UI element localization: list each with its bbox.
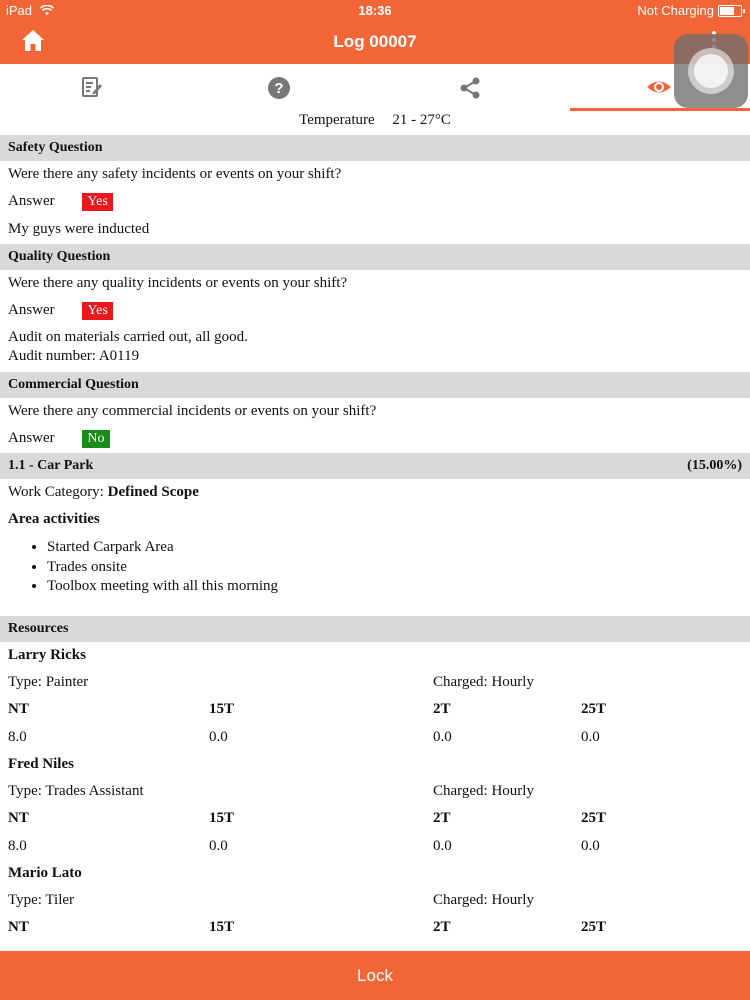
resource-charged: Charged: Hourly bbox=[433, 892, 534, 908]
section-title: Quality Question bbox=[8, 249, 111, 264]
col-header-2t: 2T bbox=[433, 810, 451, 826]
answer-label: Answer bbox=[8, 430, 55, 446]
value-25t: 0.0 bbox=[581, 838, 600, 854]
section-title: Commercial Question bbox=[8, 377, 139, 392]
assistive-touch-button[interactable] bbox=[674, 34, 748, 108]
resource-name: Larry Ricks bbox=[8, 647, 86, 663]
status-time: 18:36 bbox=[358, 3, 392, 18]
resource-name: Mario Lato bbox=[8, 865, 82, 881]
answer-label: Answer bbox=[8, 302, 55, 318]
answer-badge: No bbox=[82, 430, 109, 448]
answer-badge: Yes bbox=[82, 302, 112, 320]
col-header-25t: 25T bbox=[581, 701, 607, 717]
share-icon bbox=[458, 76, 482, 100]
value-nt: 8.0 bbox=[8, 729, 27, 745]
col-header-2t: 2T bbox=[433, 919, 451, 935]
resources-section-header bbox=[0, 616, 750, 642]
section-title: 1.1 - Car Park bbox=[8, 458, 94, 473]
value-2t: 0.0 bbox=[433, 838, 452, 854]
status-charging: Not Charging bbox=[637, 3, 714, 18]
tab-notes[interactable] bbox=[0, 64, 187, 112]
area-section-header bbox=[0, 453, 750, 479]
value-2t: 0.0 bbox=[433, 729, 452, 745]
col-header-25t: 25T bbox=[581, 810, 607, 826]
col-header-nt: NT bbox=[8, 919, 29, 935]
answer-badge: Yes bbox=[82, 193, 112, 211]
col-header-nt: NT bbox=[8, 810, 29, 826]
safety-question: Were there any safety incidents or events on your shift? bbox=[8, 166, 342, 182]
safety-section-header bbox=[0, 135, 750, 161]
svg-text:?: ? bbox=[274, 80, 284, 97]
tab-help[interactable] bbox=[187, 64, 374, 112]
area-activities-heading: Area activities bbox=[8, 511, 100, 527]
quality-notes-line1: Audit on materials carried out, all good. bbox=[8, 329, 248, 345]
col-header-2t: 2T bbox=[433, 701, 451, 717]
active-tab-indicator bbox=[570, 108, 750, 111]
lock-button[interactable]: Lock bbox=[0, 951, 750, 1000]
device-label: iPad bbox=[6, 3, 33, 18]
section-title: Safety Question bbox=[8, 140, 103, 155]
battery-icon bbox=[718, 5, 742, 17]
col-header-15t: 15T bbox=[209, 810, 235, 826]
tab-bar bbox=[0, 64, 750, 112]
page-title: Log 00007 bbox=[333, 32, 417, 51]
work-category-value: Defined Scope bbox=[107, 484, 199, 500]
value-nt: 8.0 bbox=[8, 838, 27, 854]
temperature-row bbox=[0, 112, 750, 129]
quality-section-header bbox=[0, 244, 750, 270]
temperature-label: Temperature bbox=[299, 112, 375, 128]
eye-icon bbox=[646, 76, 672, 98]
resource-charged: Charged: Hourly bbox=[433, 674, 534, 690]
resource-type: Type: Painter bbox=[8, 674, 89, 690]
value-25t: 0.0 bbox=[581, 729, 600, 745]
col-header-25t: 25T bbox=[581, 919, 607, 935]
section-title: Resources bbox=[8, 621, 69, 636]
col-header-15t: 15T bbox=[209, 701, 235, 717]
nav-bar bbox=[0, 20, 750, 64]
work-category-label: Work Category: bbox=[8, 484, 104, 500]
area-activities-list bbox=[26, 538, 278, 597]
work-category-row bbox=[8, 484, 199, 501]
quality-question: Were there any quality incidents or events on your shift? bbox=[8, 275, 348, 291]
help-icon bbox=[267, 76, 291, 100]
commercial-section-header bbox=[0, 372, 750, 398]
value-15t: 0.0 bbox=[209, 838, 228, 854]
commercial-answer-row bbox=[8, 430, 110, 448]
quality-notes-line2: Audit number: A0119 bbox=[8, 348, 140, 364]
resource-type: Type: Trades Assistant bbox=[8, 783, 144, 799]
tab-share[interactable] bbox=[374, 64, 561, 112]
resource-name: Fred Niles bbox=[8, 756, 74, 772]
safety-notes: My guys were inducted bbox=[8, 221, 150, 237]
list-item: • Toolbox meeting with all this morning bbox=[47, 577, 278, 597]
resource-type: Type: Tiler bbox=[8, 892, 75, 908]
answer-label: Answer bbox=[8, 193, 55, 209]
temperature-value: 21 - 27°C bbox=[392, 112, 451, 128]
commercial-question: Were there any commercial incidents or events on your shift? bbox=[8, 403, 377, 419]
list-item: • Started Carpark Area bbox=[47, 538, 278, 558]
notes-icon bbox=[80, 76, 102, 98]
list-item: • Trades onsite bbox=[47, 558, 278, 578]
safety-answer-row bbox=[8, 193, 113, 211]
resource-charged: Charged: Hourly bbox=[433, 783, 534, 799]
value-15t: 0.0 bbox=[209, 729, 228, 745]
area-percent: (15.00%) bbox=[687, 458, 742, 473]
status-bar bbox=[0, 0, 750, 20]
col-header-15t: 15T bbox=[209, 919, 235, 935]
col-header-nt: NT bbox=[8, 701, 29, 717]
quality-answer-row bbox=[8, 302, 113, 320]
